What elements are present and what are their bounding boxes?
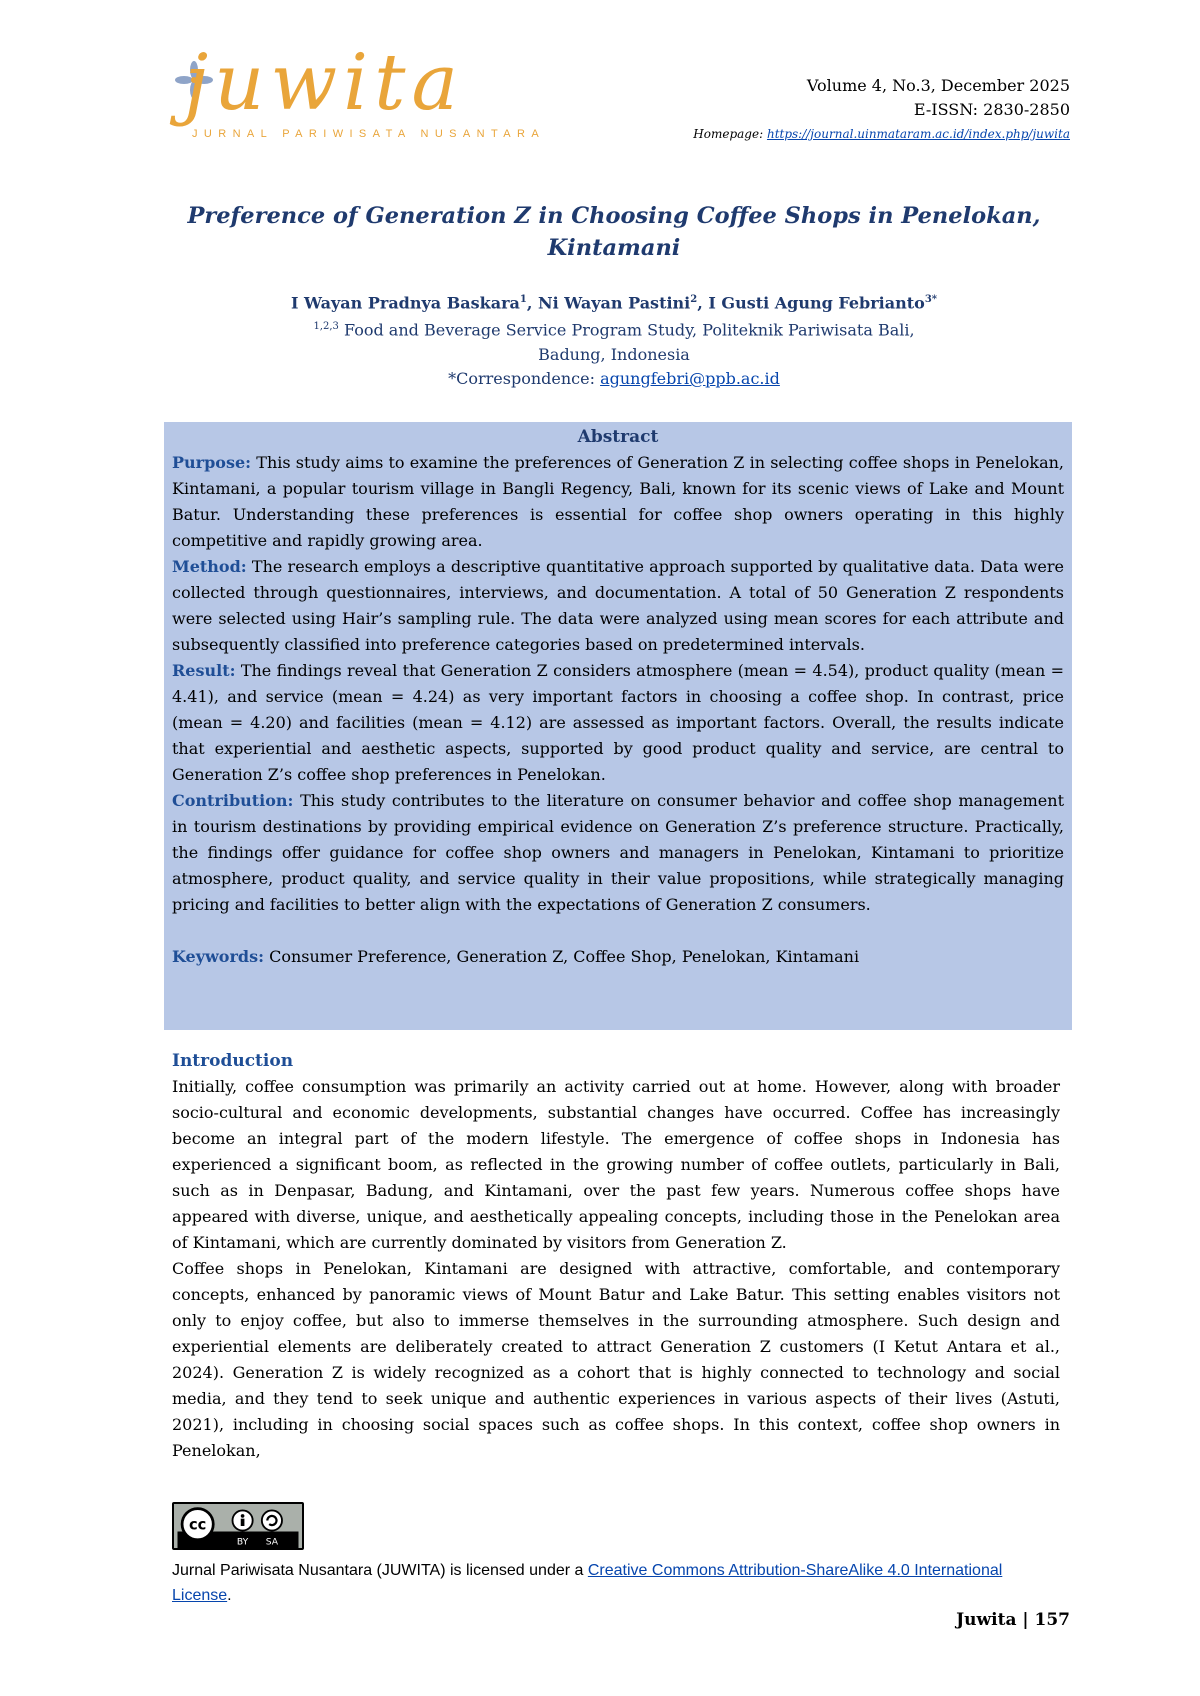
svg-text:cc: cc: [188, 1516, 207, 1534]
cc-by-sa-icon: [174, 1504, 302, 1548]
author-sup: 3*: [924, 294, 937, 305]
abstract-method: [172, 554, 1064, 658]
method-text: The research employs a descriptive quantitative approach supported by qualitative data. Data were collected through questionnaires, interviews, and documentation. A total of 50 Generation Z respondents were selected using Hair’s sampling rule. The data were analyzed using mean scores for each attribute and subsequently classified into preference categories based on predetermined intervals.: [172, 557, 1064, 654]
correspondence-label: *Correspondence:: [448, 369, 601, 388]
affiliation: [300, 314, 928, 367]
license-text: Jurnal Pariwisata Nusantara (JUWITA) is licensed under a: [172, 1562, 588, 1579]
abstract-purpose: [172, 450, 1064, 554]
logo-wordmark: juwita: [184, 38, 464, 128]
abstract-keywords: [172, 944, 1064, 970]
author-separator: ,: [697, 293, 709, 313]
author-sup: 2: [690, 294, 698, 305]
affiliation-text: Food and Beverage Service Program Study, Politeknik Pariwisata Bali, Badung, Indonesia: [338, 320, 915, 365]
contribution-label: Contribution:: [172, 791, 294, 810]
logo-subtitle: JURNAL PARIWISATA NUSANTARA: [192, 128, 546, 140]
license-statement: [172, 1558, 1062, 1608]
abstract-box: [164, 422, 1072, 1030]
cc-by-label: BY: [236, 1536, 249, 1548]
abstract-heading: Abstract: [577, 427, 659, 447]
correspondence-email-link[interactable]: agungfebri@ppb.ac.id: [600, 369, 780, 388]
author-sup: 1: [519, 294, 527, 305]
purpose-text: This study aims to examine the preferences of Generation Z in selecting coffee shops in Penelokan, Kintamani, a popular tourism village in Bangli Regency, Bali, known for its scenic views of Lake and Mount Batur. Understanding these preferences is essential for coffee shop owners operating in this highly competitive and rapidly growing area.: [172, 453, 1064, 550]
introduction-section: [172, 1048, 1060, 1464]
journal-meta: [693, 74, 1070, 146]
homepage-label: Homepage:: [693, 127, 764, 141]
author-name: I Wayan Pradnya Baskara: [290, 293, 520, 313]
homepage-link[interactable]: https://journal.uinmataram.ac.id/index.php/juwita: [766, 127, 1070, 141]
volume-info: Volume 4, No.3, December 2025: [806, 76, 1070, 95]
abstract-result: [172, 658, 1064, 788]
introduction-heading: Introduction: [172, 1051, 294, 1071]
affiliation-sup: 1,2,3: [313, 321, 339, 332]
journal-logo: [162, 38, 546, 160]
license-end: .: [227, 1587, 232, 1604]
author-separator: ,: [526, 293, 538, 313]
page-footer: Juwita | 157: [956, 1610, 1070, 1630]
cc-sa-label: SA: [265, 1536, 279, 1548]
keywords-label: Keywords:: [172, 947, 265, 966]
author-name: I Gusti Agung Febrianto: [708, 293, 925, 313]
contribution-text: This study contributes to the literature on consumer behavior and coffee shop management in tourism destinations by providing empirical evidence on Generation Z’s preference structure. Practically, the findings offer guidance for coffee shop owners and managers in Penelokan, Kintamani to prioritize atmosphere, product quality, and service quality in their value propositions, while strategically managing pricing and facilities to better align with the expectations of Generation Z consumers.: [172, 791, 1064, 914]
correspondence: [160, 366, 1068, 391]
license-link[interactable]: Creative Commons Attribution-ShareAlike 4.0 International License: [172, 1562, 1003, 1604]
result-text: The findings reveal that Generation Z considers atmosphere (mean = 4.54), product quality (mean = 4.41), and service (mean = 4.24) as very important factors in choosing a coffee shop. In contrast, price (mean = 4.20) and facilities (mean = 4.12) are assessed as important factors. Overall, the results indicate that experiential and aesthetic aspects, supported by good product quality and service, are central to Generation Z’s coffee shop preferences in Penelokan.: [172, 661, 1064, 784]
introduction-paragraph-2: Coffee shops in Penelokan, Kintamani are designed with attractive, comfortable, and contemporary concepts, enhanced by panoramic views of Mount Batur and Lake Batur. This setting enables visitors not only to enjoy coffee, but also to immerse themselves in the surrounding atmosphere. Such design and experiential elements are deliberately created to attract Generation Z customers (I Ketut Antara et al., 2024). Generation Z is widely recognized as a cohort that is highly connected to technology and social media, and they tend to seek unique and authentic experiences in various aspects of their lives (Astuti, 2021), including in choosing social spaces such as coffee shops. In this context, coffee shop owners in Penelokan,: [172, 1259, 1060, 1460]
author-list: [160, 288, 1068, 315]
keywords-text: Consumer Preference, Generation Z, Coffee Shop, Penelokan, Kintamani: [264, 947, 860, 966]
homepage-line: [693, 122, 1070, 146]
author-name: Ni Wayan Pastini: [538, 293, 691, 313]
article-title: Preference of Generation Z in Choosing Coffee Shops in Penelokan, Kintamani: [187, 203, 1041, 261]
method-label: Method:: [172, 557, 247, 576]
cc-license-badge[interactable]: [172, 1502, 304, 1550]
abstract-contribution: [172, 788, 1064, 918]
introduction-paragraph-1: Initially, coffee consumption was primarily an activity carried out at home. However, along with broader socio-cultural and economic developments, substantial changes have occurred. Coffee has increasingly become an integral part of the modern lifestyle. The emergence of coffee shops in Indonesia has experienced a significant boom, as reflected in the growing number of coffee outlets, particularly in Bali, such as in Denpasar, Badung, and Kintamani, over the past few years. Numerous coffee shops have appeared with diverse, unique, and aesthetically appealing concepts, including those in the Penelokan area of Kintamani, which are currently dominated by visitors from Generation Z.: [172, 1077, 1060, 1252]
purpose-label: Purpose:: [172, 453, 252, 472]
result-label: Result:: [172, 661, 236, 680]
eissn: E-ISSN: 2830-2850: [913, 100, 1070, 119]
